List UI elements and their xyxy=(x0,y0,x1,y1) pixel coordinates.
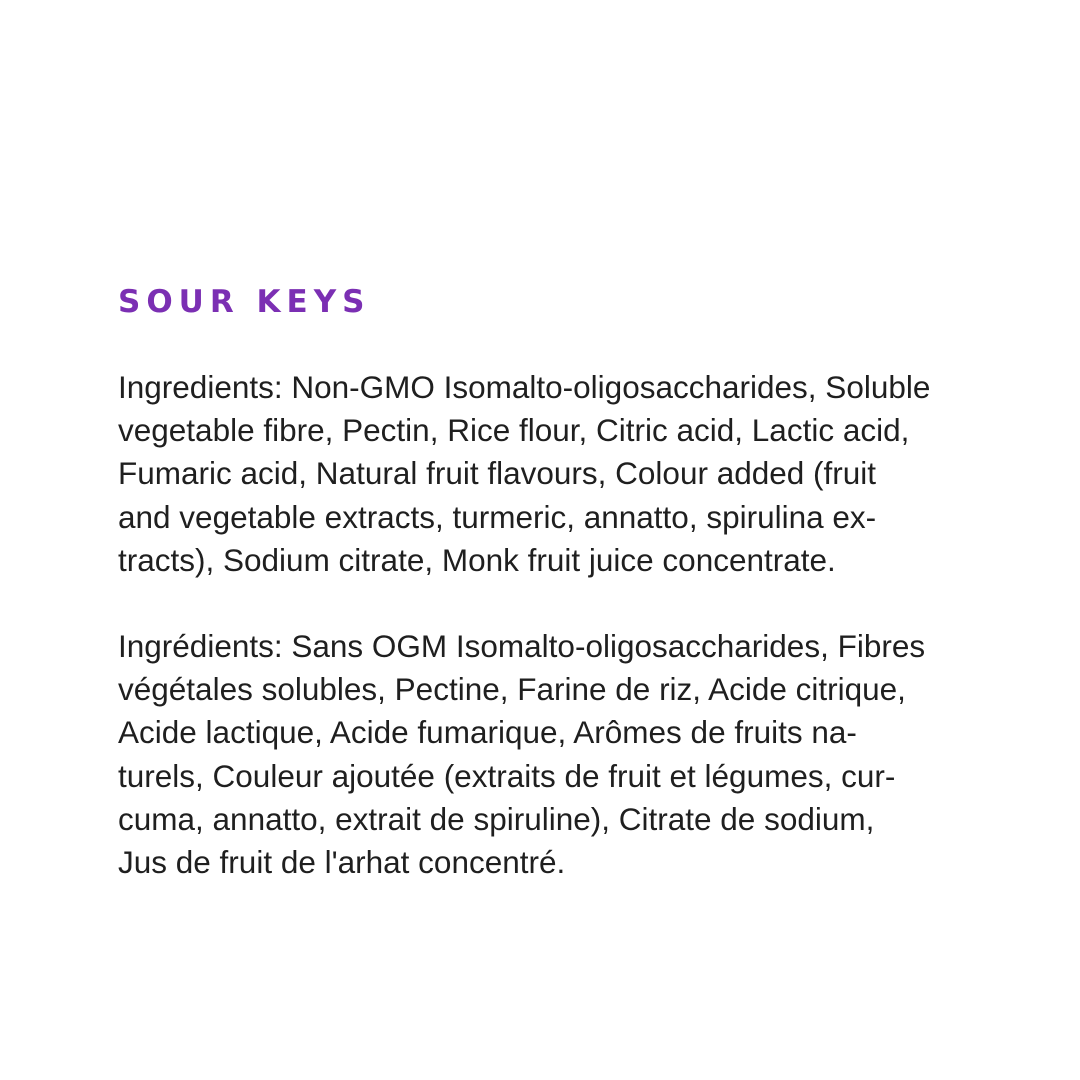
ingredients-english: Ingredients: Non-GMO Isomalto-oligosaccharides, Soluble vegetable fibre, Pectin, Rice flour, Citric acid, Lactic acid, Fumaric acid, Natural fruit flavours, Colour added (fruit and vegetable extracts, turmeric, annatto, spirulina ex- tracts), Sodium citrate, Monk fruit juice concentrate. xyxy=(118,369,931,578)
product-title: SOUR KEYS xyxy=(118,284,371,320)
ingredients-french: Ingrédients: Sans OGM Isomalto-oligosaccharides, Fibres végétales solubles, Pectine, Farine de riz, Acide citrique, Acide lactique, Acide fumarique, Arômes de fruits na- turels, Couleur ajoutée (extraits de fruit et légumes, cur- cuma, annatto, extrait de spiruline), Citrate de sodium, Jus de fruit de l'arhat concentré. xyxy=(118,628,926,881)
ingredients-panel xyxy=(118,282,968,884)
